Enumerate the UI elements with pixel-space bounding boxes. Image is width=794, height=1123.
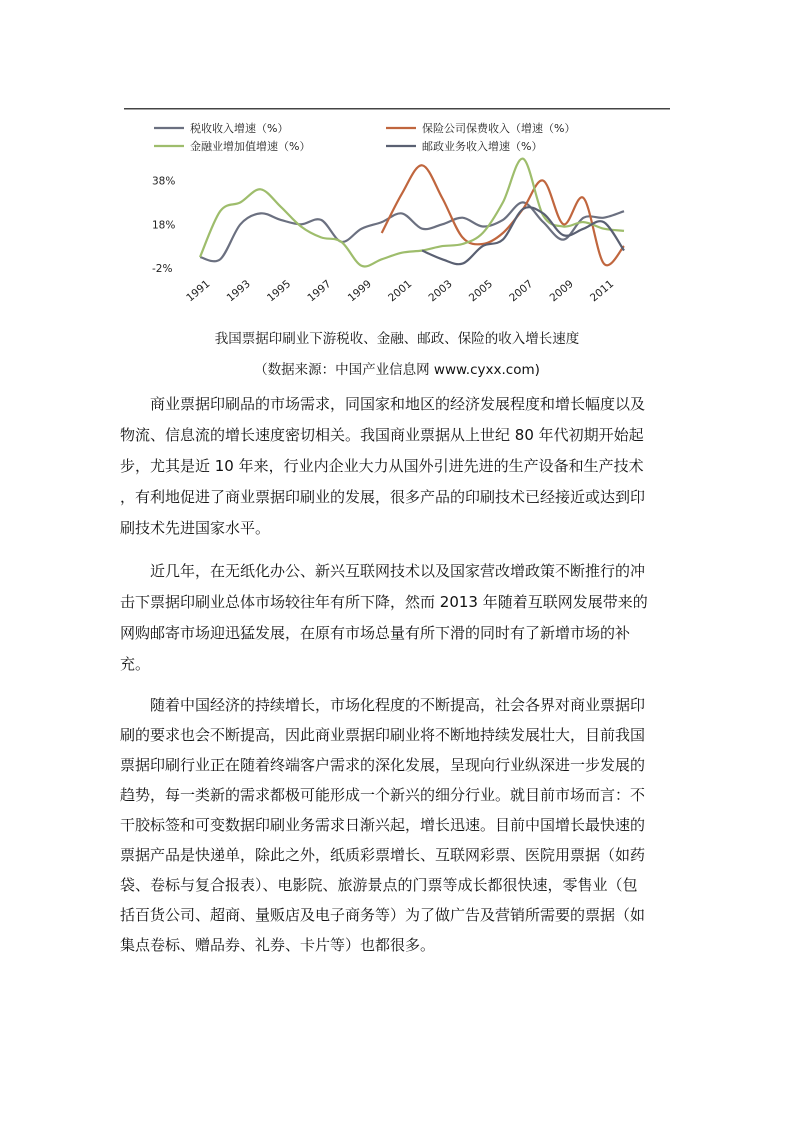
paragraph-line: 刷的要求也会不断提高，因此商业票据印刷业将不断地持续发展壮大，目前我国 bbox=[120, 726, 646, 744]
x-tick-label: 1997 bbox=[305, 277, 334, 305]
paragraph-line: 随着中国经济的持续增长，市场化程度的不断提高，社会各界对商业票据印 bbox=[120, 696, 646, 714]
paragraph-line: 充。 bbox=[120, 655, 151, 673]
paragraph-line: 括百货公司、超商、量贩店及电子商务等）为了做广告及营销所需要的票据（如 bbox=[120, 906, 646, 924]
x-tick-label: 1991 bbox=[184, 277, 213, 305]
x-tick-label: 2001 bbox=[386, 277, 415, 305]
paragraph-line: 近几年，在无纸化办公、新兴互联网技术以及国家营改增政策不断推行的冲 bbox=[120, 562, 646, 580]
x-axis bbox=[184, 278, 616, 304]
x-tick-label: 1999 bbox=[345, 277, 374, 305]
paragraph-line: 商业票据印刷品的市场需求，同国家和地区的经济发展程度和增长幅度以及 bbox=[120, 395, 646, 413]
legend-label: 邮政业务收入增速（%） bbox=[422, 140, 543, 153]
x-tick-label: 2005 bbox=[466, 277, 496, 305]
chart-caption: 我国票据印刷业下游税收、金融、邮政、保险的收入增长速度 bbox=[214, 331, 580, 347]
paragraph-line: 网购邮寄市场迎迅猛发展，在原有市场总量有所下滑的同时有了新增市场的补 bbox=[120, 624, 631, 642]
x-tick-label: 1995 bbox=[264, 277, 294, 305]
x-tick-label: 2007 bbox=[507, 277, 536, 305]
x-tick-label: 1993 bbox=[224, 277, 253, 305]
paragraph-line: 趋势，每一类新的需求都极可能形成一个新兴的细分行业。就目前市场而言：不 bbox=[120, 786, 646, 804]
paragraph-line: 物流、信息流的增长速度密切相关。我国商业票据从上世纪 80 年代初期开始起 bbox=[120, 426, 644, 444]
y-tick-label: 38% bbox=[152, 175, 176, 188]
paragraph-line: 票据产品是快递单，除此之外，纸质彩票增长、互联网彩票、医院用票据（如药 bbox=[120, 846, 646, 864]
x-tick-label: 2011 bbox=[588, 277, 617, 305]
chart-frame-top bbox=[124, 108, 670, 110]
legend-label: 保险公司保费收入（增速（%） bbox=[422, 122, 576, 135]
chart-legend bbox=[154, 121, 575, 153]
data-source-note: （数据来源：中国产业信息网 www.cyxx.com) bbox=[254, 362, 540, 378]
y-tick-label: 18% bbox=[152, 219, 176, 232]
y-tick-label: -2% bbox=[152, 263, 173, 275]
paragraph-line: 袋、卷标与复合报表）、电影院、旅游景点的门票等成长都很快速，零售业（包 bbox=[120, 876, 638, 894]
paragraph-line: 刷技术先进国家水平。 bbox=[120, 519, 271, 537]
paragraph-line: 击下票据印刷业总体市场较往年有所下降，然而 2013 年随着互联网发展带来的 bbox=[120, 593, 648, 611]
growth-line-chart bbox=[124, 98, 670, 314]
x-tick-label: 2009 bbox=[547, 277, 576, 305]
paragraph-line: ，有利地促进了商业票据印刷业的发展，很多产品的印刷技术已经接近或达到印 bbox=[120, 488, 646, 506]
paragraph-line: 集点卷标、赠品券、礼券、卡片等）也都很多。 bbox=[120, 936, 436, 954]
paragraph-line: 干胶标签和可变数据印刷业务需求日渐兴起，增长迅速。目前中国增长最快速的 bbox=[120, 816, 646, 834]
plot-area bbox=[200, 159, 624, 267]
paragraph-line: 票据印刷行业正在随着终端客户需求的深化发展，呈现向行业纵深进一步发展的 bbox=[120, 756, 646, 774]
y-axis bbox=[152, 176, 175, 275]
x-tick-label: 2003 bbox=[426, 277, 455, 305]
paragraph-recent-years bbox=[120, 556, 680, 680]
paragraph-future-outlook bbox=[120, 690, 680, 960]
legend-label: 金融业增加值增速（%） bbox=[190, 140, 311, 153]
paragraph-line: 步，尤其是近 10 年来，行业内企业大力从国外引进先进的生产设备和生产技术 bbox=[120, 457, 644, 475]
paragraph-market-demand bbox=[120, 389, 680, 544]
legend-label: 税收收入增速（%） bbox=[190, 122, 289, 135]
